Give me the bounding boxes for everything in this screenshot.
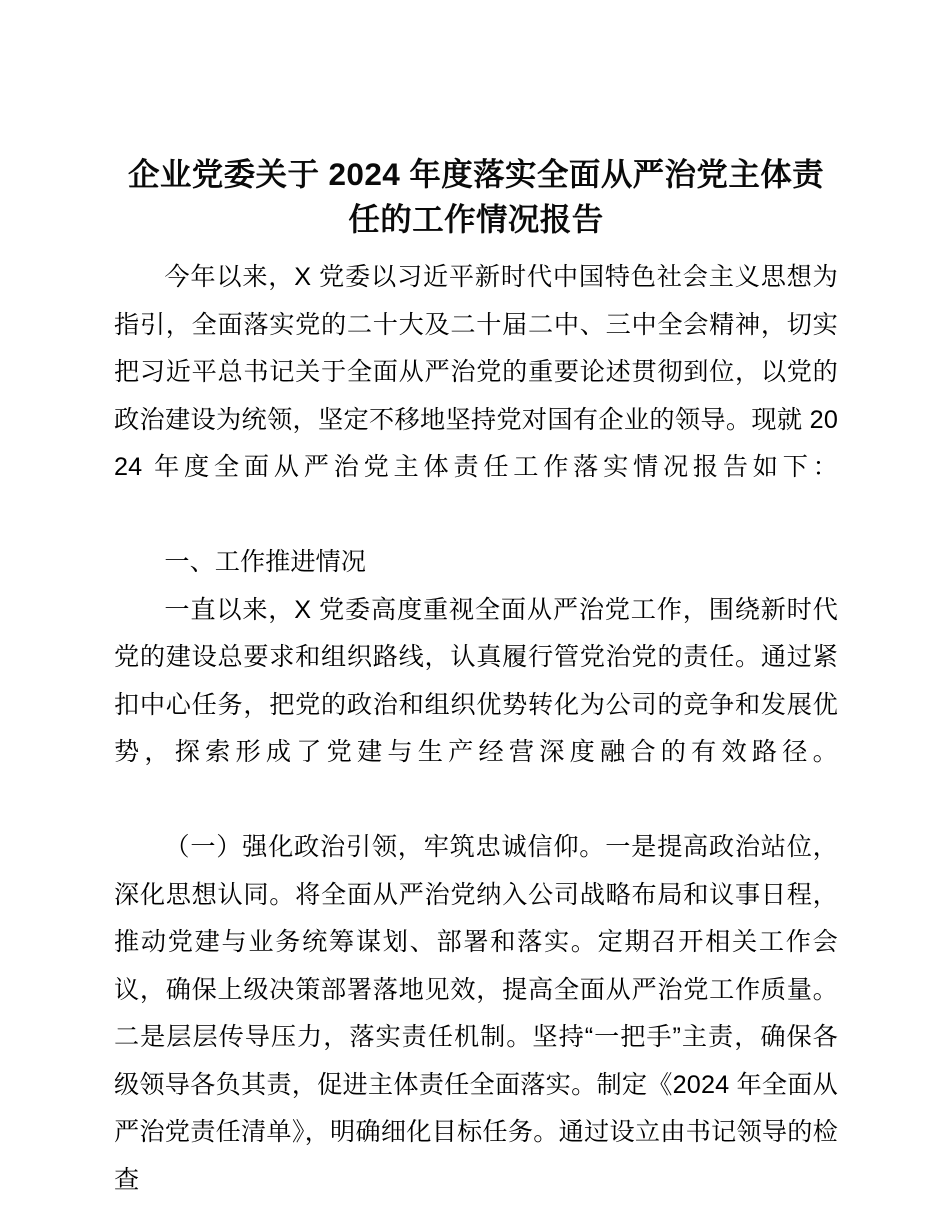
page-title: 企业党委关于 2024 年度落实全面从严治党主体责任的工作情况报告	[127, 156, 825, 237]
paragraph-section-1-body: 一直以来，X 党委高度重视全面从严治党工作，围绕新时代党的建设总要求和组织路线，认真履行管党治党的责任。通过紧扣中心任务，把党的政治和组织优势转化为公司的竞争和发展优势，探索形成了党建与生产经营深度融合的有效路径。	[114, 595, 838, 766]
document-body	[114, 152, 838, 1230]
paragraph-section-1-1: （一）强化政治引领，牢筑忠诚信仰。一是提高政治站位，深化思想认同。将全面从严治党纳入公司战略布局和议事日程，推动党建与业务统筹谋划、部署和落实。定期召开相关工作会议，确保上级决策部署落地见效，提高全面从严治党工作质量。二是层层传导压力，落实责任机制。坚持“一把手”主责，确保各级领导各负其责，促进主体责任全面落实。制定《2024 年全面从严治党责任清单》，明确细化目标任务。通过设立由书记领导的检查	[114, 833, 838, 1194]
paragraph-intro: 今年以来，X 党委以习近平新时代中国特色社会主义思想为指引，全面落实党的二十大及二十届二中、三中全会精神，切实把习近平总书记关于全面从严治党的重要论述贯彻到位，以党的政治建设为统领，坚定不移地坚持党对国有企业的领导。现就 2024 年度全面从严治党主体责任工作落实情况报告如下：	[114, 263, 838, 481]
section-heading-1: 一、工作推进情况	[164, 548, 366, 576]
